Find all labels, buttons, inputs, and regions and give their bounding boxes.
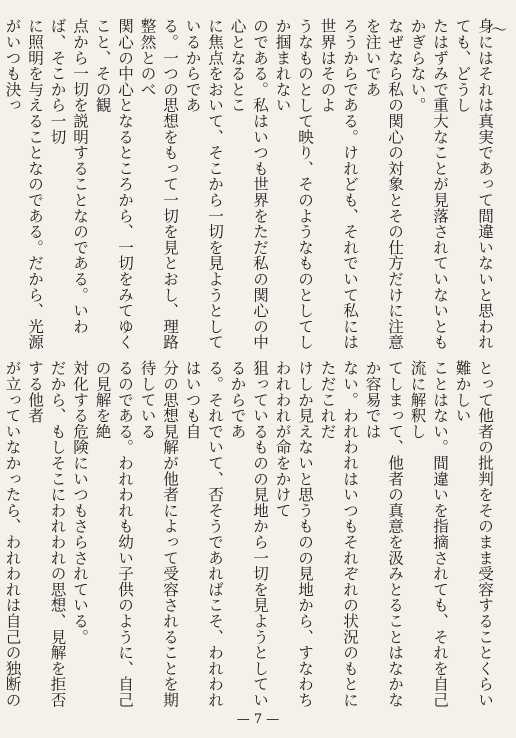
corner-mark: 〜 (491, 20, 508, 39)
page-number: — 7 — (236, 712, 280, 727)
text-block-bottom: とって他者の批判をそのまま受容することくらい難かしい ことはない。間違いを指摘されても、それを自己流に解釈し てしまって、他者の真意を汲みとることはなかなか容易では ない。われわれはいつもそれぞれの状況のもとにただこれだ けしか見えないと思うものの見地から、すなわちわれわれが命をかけて 狙っているものの見地から一切を見ようとしているからであ る。それでいて、否そうであればこそ、われわれはいつも自 分の思想見解が他者によって受容されることを期待している るのである。われわれも幼い子供のように、自己の見解を絶 対化する危険にいつもさらされている。 だから、もしそこにわれわれの思想、見解を拒否する他者 が立っていなかったら、われわれは自己の独断の (3, 360, 494, 708)
text-block-top: 身にはそれは真実であって間違いないと思われても、どうし たはずみで重大なことが見落されていないともかぎらない。 なぜなら私の関心の対象とその仕方だけに注意を注いであ ろうからである。けれども、それでいて私には世界はそのよ うなものとして映り、そのようなものとしてしか掴まれない のである。私はいつも世界をただ私の関心の中心となるとこ に焦点をおいて、そこから一切を見ようとしているからであ る。一つの思想をもって一切を見とおし、理路整然とのべ 関心の中心となるところから、一切をみてゆくこと、その観 点から一切を説明することなのである。いわば、そこから一切 に照明を与えることなのである。だから、光源がいつも決っ (3, 18, 494, 350)
